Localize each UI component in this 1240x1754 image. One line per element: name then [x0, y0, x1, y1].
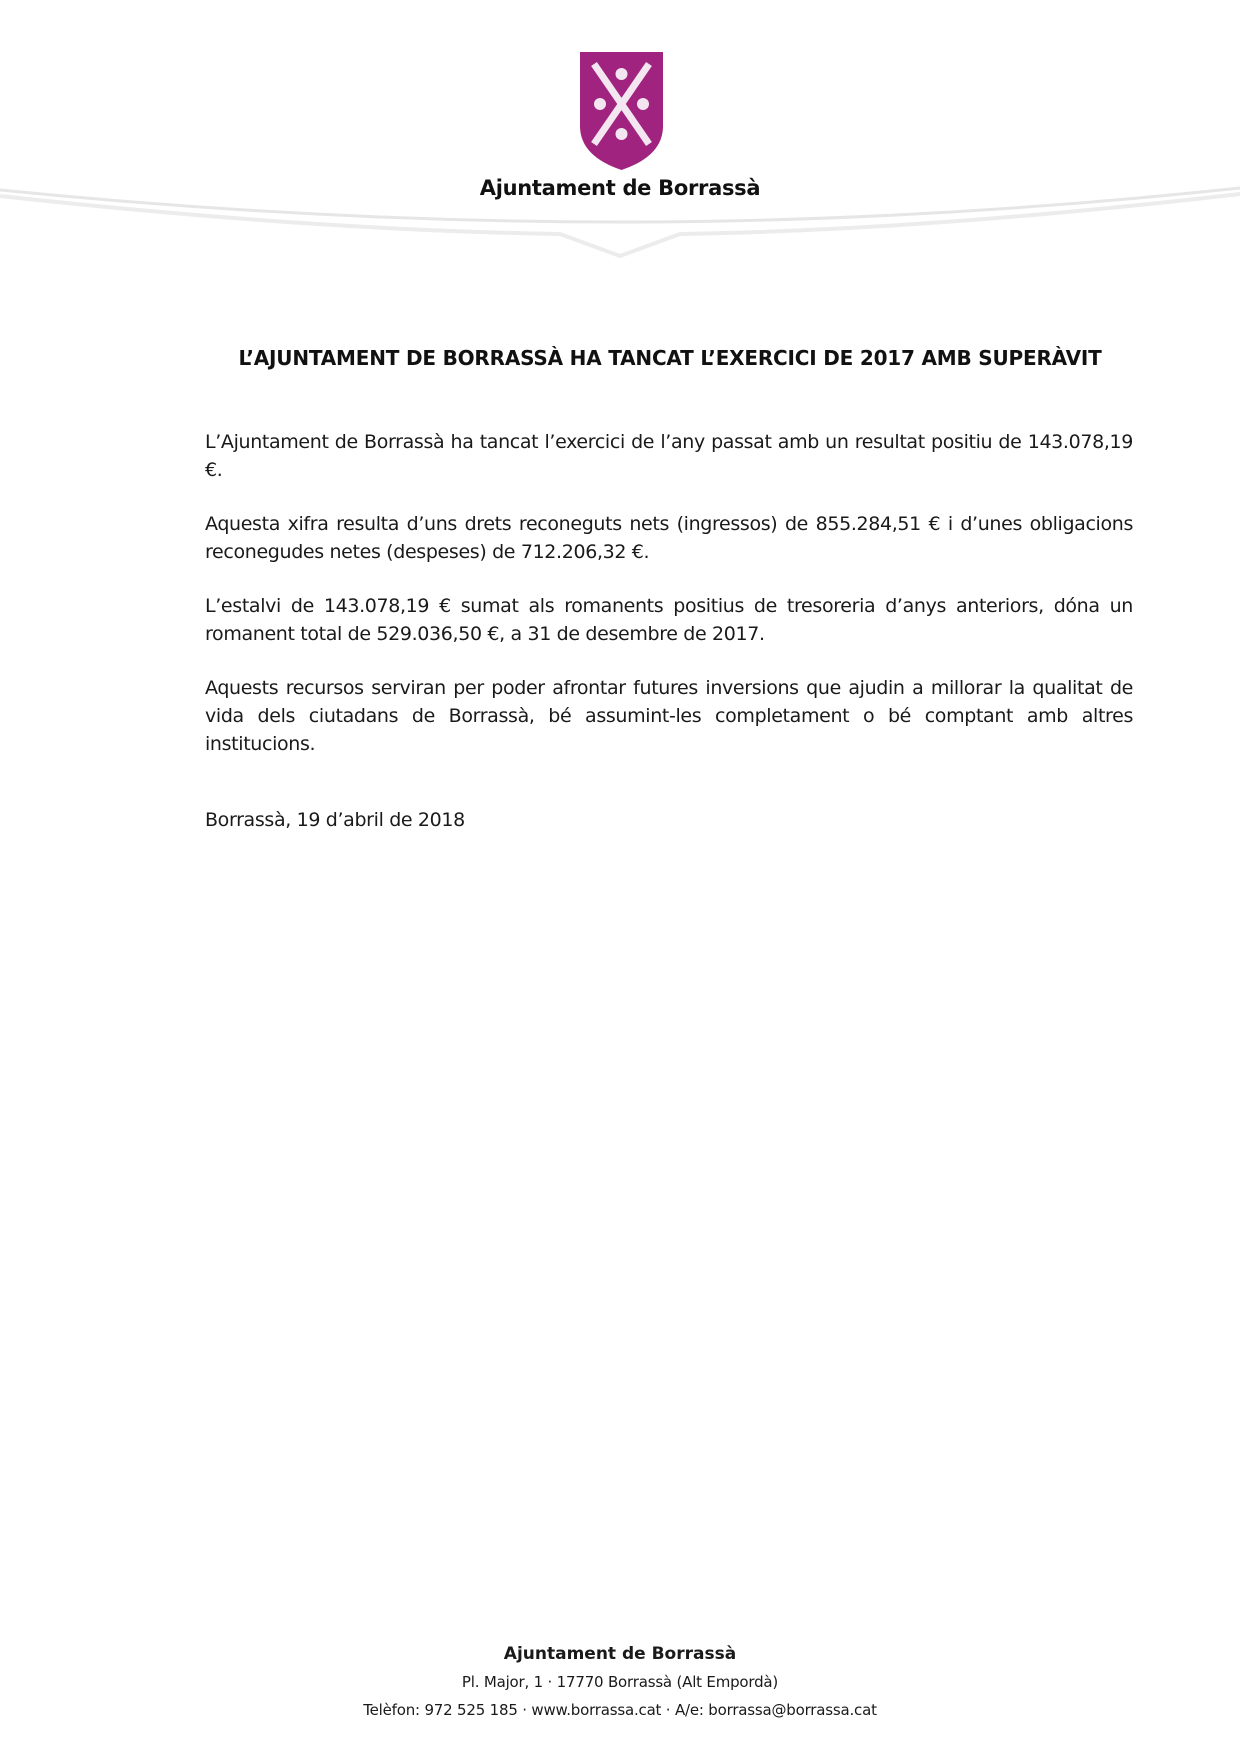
coat-of-arms-shield-icon: [580, 52, 663, 170]
signoff-date: Borrassà, 19 d’abril de 2018: [205, 809, 465, 831]
footer: [0, 1640, 1240, 1724]
paragraph-investments: Aquests recursos serviran per poder afrontar futures inversions que ajudin a millorar la qualitat de vida dels ciutadans de Borrassà, bé assumint-les completament o bé comptant amb altres institucions.: [205, 677, 1133, 755]
document-body: [205, 428, 1133, 784]
footer-org-name: Ajuntament de Borrassà: [503, 1644, 737, 1664]
paragraph-result: L’Ajuntament de Borrassà ha tancat l’exercici de l’any passat amb un resultat positiu de 143.078,19 €.: [205, 431, 1133, 481]
header-org-name: Ajuntament de Borrassà: [479, 176, 761, 200]
document-title: L’AJUNTAMENT DE BORRASSÀ HA TANCAT L’EXERCICI DE 2017 AMB SUPERÀVIT: [238, 346, 1102, 370]
paragraph-income-expenses: Aquesta xifra resulta d’uns drets reconeguts nets (ingressos) de 855.284,51 € i d’unes obligacions reconegudes netes (despeses) de 712.206,32 €.: [205, 513, 1133, 563]
footer-address: Pl. Major, 1 · 17770 Borrassà (Alt Empordà): [461, 1673, 779, 1691]
footer-contact: Telèfon: 972 525 185 · www.borrassa.cat · A/e: borrassa@borrassa.cat: [363, 1701, 877, 1719]
paragraph-savings: L’estalvi de 143.078,19 € sumat als romanents positius de tresoreria d’anys anteriors, dóna un romanent total de 529.036,50 €, a 31 de desembre de 2017.: [205, 595, 1133, 645]
